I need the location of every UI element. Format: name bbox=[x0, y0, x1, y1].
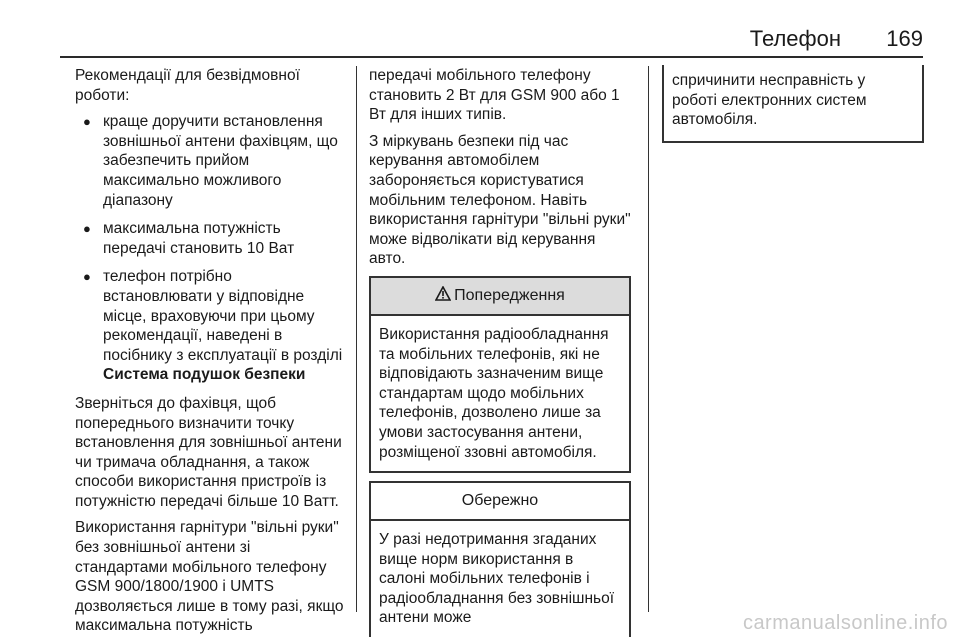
column-1 bbox=[75, 66, 345, 643]
column-3 bbox=[662, 66, 924, 143]
column-divider bbox=[356, 66, 357, 612]
page-number: 169 bbox=[886, 26, 923, 51]
bullet-icon: ● bbox=[83, 221, 91, 237]
warning-header bbox=[371, 278, 629, 316]
intro-text: Рекомендації для безвідмовної роботи: bbox=[75, 67, 300, 104]
column-divider bbox=[648, 66, 649, 612]
caution-box-continued: спричинити несправність у роботі електронних систем автомобіля. bbox=[662, 65, 924, 143]
bullet-icon: ● bbox=[83, 269, 91, 285]
list-item-text: максимальна потужність передачі становить 10 Ват bbox=[103, 220, 295, 257]
caution-box bbox=[369, 481, 631, 637]
warning-box bbox=[369, 276, 631, 473]
paragraph: Використання гарнітури "вільні руки" без зовнішньої антени зі стандартами мобільного телефону GSM 900/1800/1900 і UMTS дозволяється лише в тому разі, якщо максимальна потужність bbox=[75, 519, 344, 635]
recommendation-list bbox=[75, 112, 345, 385]
list-item bbox=[75, 219, 345, 258]
warning-title: Попередження bbox=[454, 286, 565, 304]
paragraph: Зверніться до фахівця, щоб попереднього визначити точку встановлення для зовнішньої антени чи тримача обладнання, а також способи використання пристроїв із потужністю передачі більше 10 Ватт. bbox=[75, 394, 342, 510]
bullet-icon: ● bbox=[83, 114, 91, 130]
list-item bbox=[75, 267, 345, 385]
section-title: Телефон bbox=[749, 26, 841, 51]
list-item bbox=[75, 112, 345, 210]
list-item-text: телефон потрібно встановлювати у відповідне місце, враховуючи при цьому рекомендації, наведені в посібнику з експлуатації в розділі bbox=[103, 268, 343, 364]
paragraph: З міркувань безпеки під час керування автомобілем забороняється користуватися мобільним телефоном. Навіть використання гарнітури "вільні руки" може відволікати від керування авто. bbox=[369, 132, 631, 268]
column-2 bbox=[369, 66, 631, 637]
caution-title: Обережно bbox=[461, 492, 539, 510]
caution-header bbox=[371, 483, 629, 521]
paragraph: передачі мобільного телефону становить 2 Вт для GSM 900 або 1 Вт для інших типів. bbox=[369, 67, 620, 124]
watermark: carmanualsonline.info bbox=[742, 612, 948, 634]
warning-body: Використання радіообладнання та мобільних телефонів, які не відповідають зазначеним вище стандартам щодо мобільних телефонів, дозволено лише за умови застосування антени, розміщеної ззовні автомобіля. bbox=[379, 325, 609, 461]
section-reference: Система подушок безпеки bbox=[103, 366, 306, 384]
caution-body: У разі недотримання згаданих вище норм використання в салоні мобільних телефонів і радіообладнання без зовнішньої антени може bbox=[379, 531, 615, 627]
page-header bbox=[60, 26, 923, 58]
warning-triangle-icon bbox=[435, 279, 451, 315]
list-item-text: краще доручити встановлення зовнішньої антени фахівцям, що забезпечить прийом максимально можливого діапазону bbox=[103, 113, 338, 209]
